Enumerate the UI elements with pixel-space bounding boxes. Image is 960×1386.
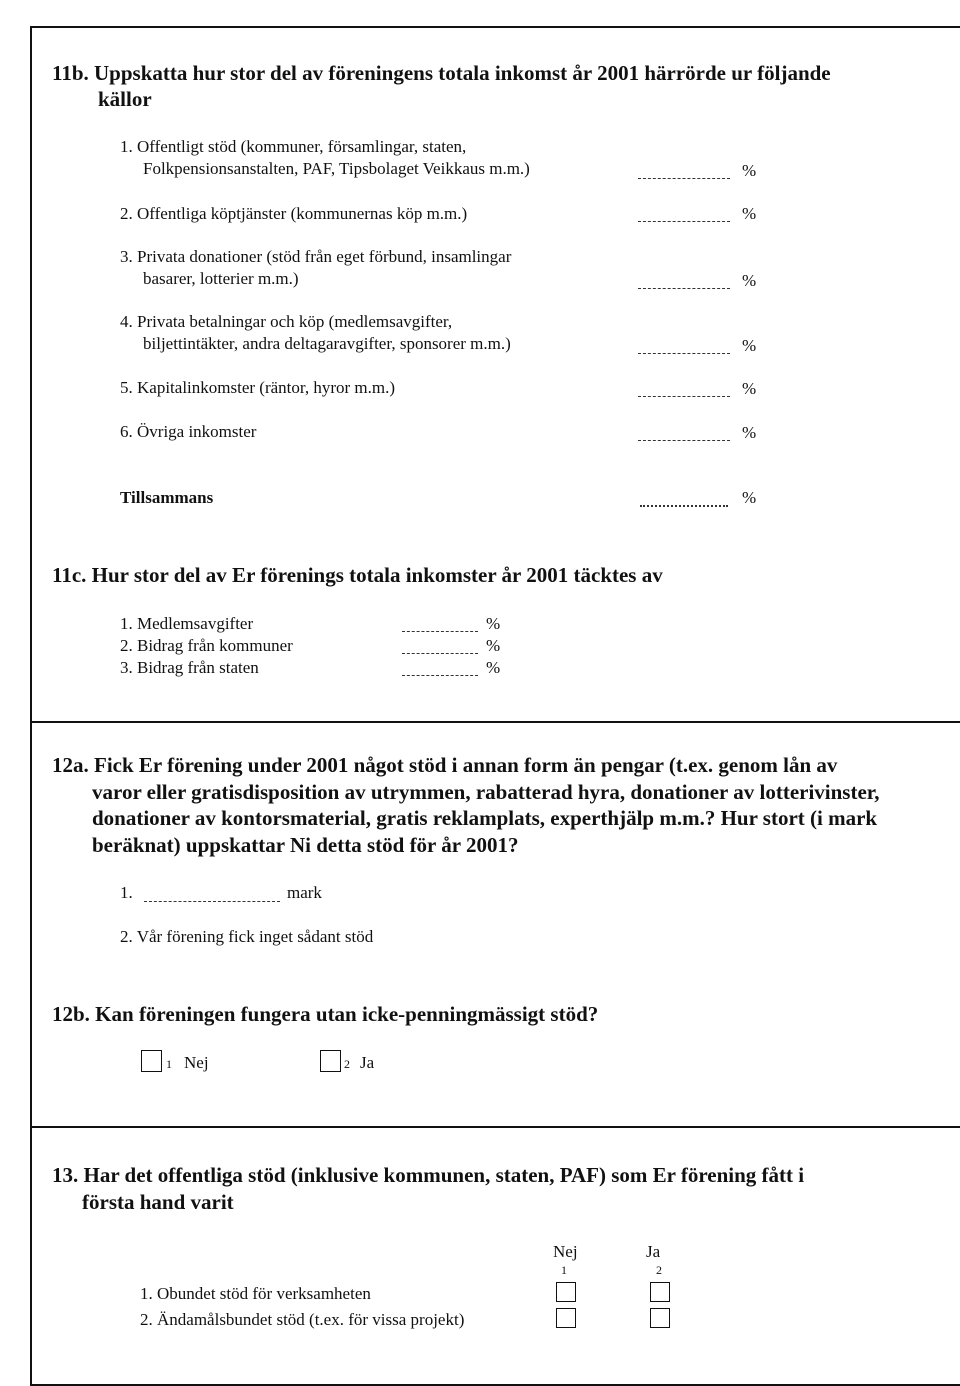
q13-item-1-nej-checkbox[interactable] xyxy=(556,1282,576,1302)
q11b-item-5-unit: % xyxy=(742,379,757,398)
q12a-amount-unit: mark xyxy=(287,883,322,902)
q13-item-2: 2. Ändamålsbundet stöd (t.ex. för vissa projekt) xyxy=(140,1310,465,1329)
q11b-item-6-input[interactable] xyxy=(638,440,730,441)
q12a-title-line4: beräknat) uppskattar Ni detta stöd för år 2001? xyxy=(92,833,519,857)
q13-item-1-ja-checkbox[interactable] xyxy=(650,1282,670,1302)
q12b-title: 12b. Kan föreningen fungera utan icke-penningmässigt stöd? xyxy=(52,1002,599,1026)
q13-header-nej: Nej xyxy=(553,1242,578,1261)
q12b-ja-code: 2 xyxy=(344,1057,350,1071)
q13-title: 13. Har det offentliga stöd (inklusive kommunen, staten, PAF) som Er förening fått i xyxy=(52,1163,805,1187)
q13-item-2-nej-checkbox[interactable] xyxy=(556,1308,576,1328)
q11b-item-6: 6. Övriga inkomster xyxy=(120,422,257,441)
q11b-total-unit: % xyxy=(742,488,757,507)
q11b-item-2: 2. Offentliga köptjänster (kommunernas köp m.m.) xyxy=(120,204,468,223)
q13-code-ja: 2 xyxy=(656,1263,662,1277)
q11b-title-cont: källor xyxy=(98,87,152,111)
q12b-ja-checkbox[interactable] xyxy=(320,1050,341,1072)
q11b-item-3: 3. Privata donationer (stöd från eget förbund, insamlingar xyxy=(120,247,512,266)
q12a-title-line3: donationer av kontorsmaterial, gratis reklamplats, experthjälp m.m.? Hur stort (i mark xyxy=(92,806,878,830)
q11b-item-4: 4. Privata betalningar och köp (medlemsavgifter, xyxy=(120,312,453,331)
q11b-item-5: 5. Kapitalinkomster (räntor, hyror m.m.) xyxy=(120,378,396,397)
q11b-item-3-unit: % xyxy=(742,271,757,290)
q12b-nej-label: Nej xyxy=(184,1053,209,1072)
q11b-item-6-unit: % xyxy=(742,423,757,442)
q11c-item-1: 1. Medlemsavgifter xyxy=(120,614,254,633)
q11c-item-3: 3. Bidrag från staten xyxy=(120,658,259,677)
q11b-item-2-unit: % xyxy=(742,204,757,223)
q11c-item-2: 2. Bidrag från kommuner xyxy=(120,636,293,655)
q13-header-ja: Ja xyxy=(646,1242,661,1261)
q12a-title: 12a. Fick Er förening under 2001 något stöd i annan form än pengar (t.ex. genom lån av xyxy=(52,753,838,777)
q13-code-nej: 1 xyxy=(561,1263,567,1277)
q11b-total-label: Tillsammans xyxy=(120,488,214,507)
q12b-nej-checkbox[interactable] xyxy=(141,1050,162,1072)
q11c-item-2-unit: % xyxy=(486,636,501,655)
q11b-item-1-cont: Folkpensionsanstalten, PAF, Tipsbolaget Veikkaus m.m.) xyxy=(143,159,530,178)
q11b-item-5-input[interactable] xyxy=(638,396,730,397)
q11c-item-1-input[interactable] xyxy=(402,631,478,632)
q11b-item-1: 1. Offentligt stöd (kommuner, församlingar, staten, xyxy=(120,137,467,156)
q11b-item-2-input[interactable] xyxy=(638,221,730,222)
q12a-option1-number: 1. xyxy=(120,883,133,902)
q13-item-2-ja-checkbox[interactable] xyxy=(650,1308,670,1328)
q11c-title: 11c. Hur stor del av Er förenings totala inkomster år 2001 täcktes av xyxy=(52,563,663,587)
q12a-title-line2: varor eller gratisdisposition av utrymmen, rabatterad hyra, donationer av lotterivinster, xyxy=(92,780,880,804)
q11b-total-input[interactable] xyxy=(640,505,728,507)
q11b-title: 11b. Uppskatta hur stor del av föreningens totala inkomst år 2001 härrörde ur följande xyxy=(52,61,831,85)
q13-title-cont: första hand varit xyxy=(82,1190,234,1214)
q11b-item-1-unit: % xyxy=(742,161,757,180)
q13-item-1: 1. Obundet stöd för verksamheten xyxy=(140,1284,371,1303)
q12b-ja-label: Ja xyxy=(360,1053,375,1072)
q11c-item-3-input[interactable] xyxy=(402,675,478,676)
q11c-item-2-input[interactable] xyxy=(402,653,478,654)
q11c-item-1-unit: % xyxy=(486,614,501,633)
q11b-item-3-input[interactable] xyxy=(638,288,730,289)
q12a-option2[interactable]: 2. Vår förening fick inget sådant stöd xyxy=(120,927,374,946)
q11b-item-4-input[interactable] xyxy=(638,353,730,354)
q11b-item-4-cont: biljettintäkter, andra deltagaravgifter, sponsorer m.m.) xyxy=(143,334,511,353)
q11b-item-1-input[interactable] xyxy=(638,178,730,179)
q12b-nej-code: 1 xyxy=(166,1057,172,1071)
q11c-item-3-unit: % xyxy=(486,658,501,677)
q11b-item-4-unit: % xyxy=(742,336,757,355)
q12a-amount-input[interactable] xyxy=(144,901,280,902)
q11b-item-3-cont: basarer, lotterier m.m.) xyxy=(143,269,299,288)
